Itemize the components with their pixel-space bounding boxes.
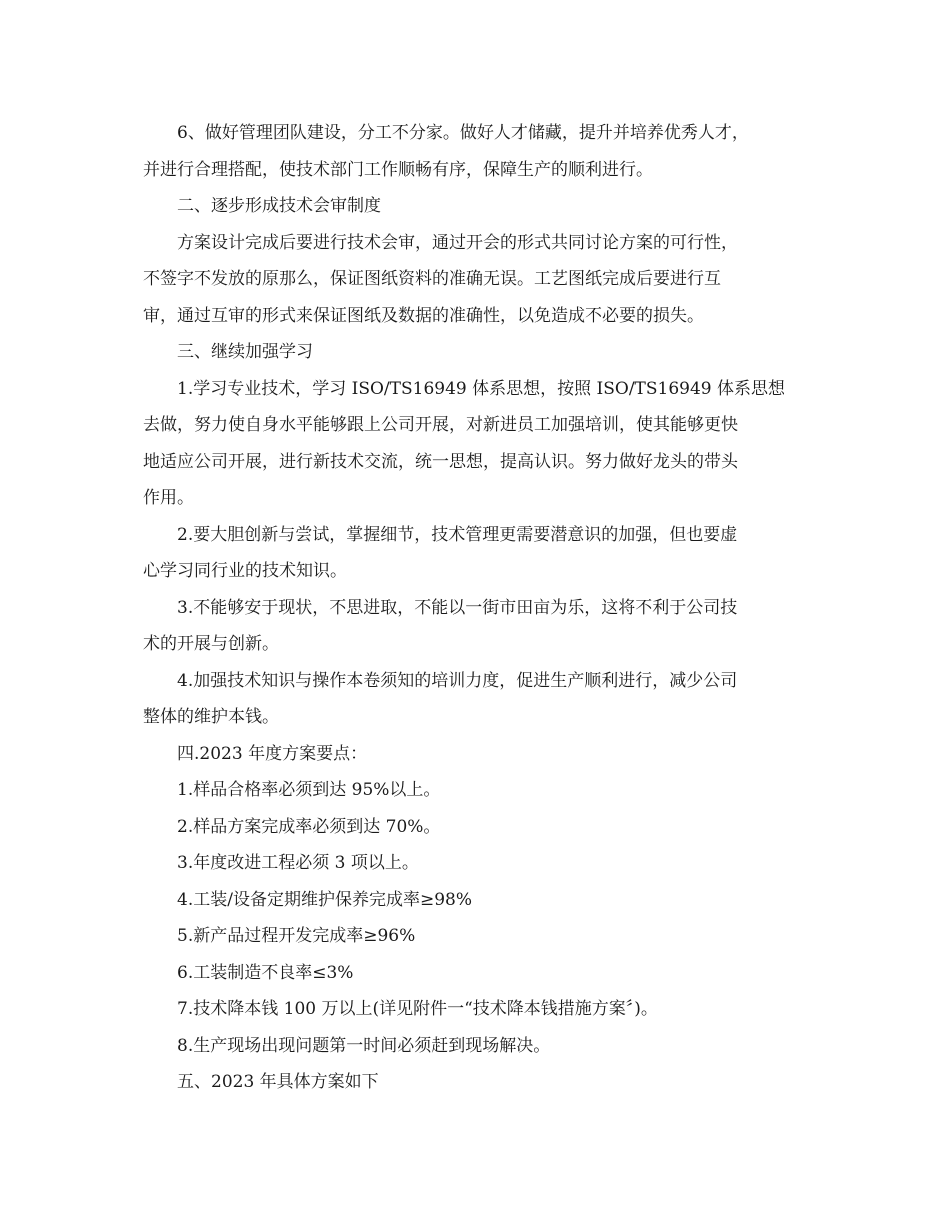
text-line: 二、逐步形成技术会审制度 xyxy=(177,196,381,216)
text-line: 7.技术降本钱 100 万以上(详见附件一“技术降本钱措施方案〞)。 xyxy=(177,999,658,1019)
list-item xyxy=(143,882,805,919)
text-line: 6、做好管理团队建设，分工不分家。做好人才储藏，提升并培养优秀人才， xyxy=(177,123,749,143)
text-line: 地适应公司开展，进行新技术交流，统一思想，提高认识。努力做好龙头的带头 xyxy=(143,451,738,472)
list-item xyxy=(143,918,805,955)
text-line: 作用。 xyxy=(143,488,194,508)
text-line: 3.年度改进工程必须 3 项以上。 xyxy=(177,853,419,873)
text-line: 2.样品方案完成率必须到达 70%。 xyxy=(177,816,441,837)
list-item xyxy=(143,772,805,809)
text-line: 8.生产现场出现问题第一时间必须赶到现场解决。 xyxy=(177,1035,551,1056)
paragraph xyxy=(143,115,805,188)
paragraph xyxy=(143,590,805,663)
paragraph xyxy=(143,371,805,517)
text-line: 4.加强技术知识与操作本卷须知的培训力度，促进生产顺利进行，减少公司 xyxy=(177,670,738,691)
paragraph xyxy=(143,663,805,736)
text-line: 不签字不发放的原那么，保证图纸资料的准确无误。工艺图纸完成后要进行互 xyxy=(143,269,721,289)
list-item xyxy=(143,955,805,992)
text-line: 2.要大胆创新与尝试，掌握细节，技术管理更需要潜意识的加强，但也要虚 xyxy=(177,524,738,545)
text-line: 6.工装制造不良率≤3% xyxy=(177,962,354,983)
document-body xyxy=(143,115,805,1101)
paragraph xyxy=(143,517,805,590)
list-item xyxy=(143,1028,805,1065)
text-line: 方案设计完成后要进行技术会审，通过开会的形式共同讨论方案的可行性， xyxy=(177,232,738,253)
text-line: 4.工装/设备定期维护保养完成率≥98% xyxy=(177,889,472,910)
text-line: 3.不能够安于现状，不思进取，不能以一街市田亩为乐，这将不利于公司技 xyxy=(177,597,738,618)
text-line: 1.学习专业技术，学习 ISO/TS16949 体系思想，按照 ISO/TS16949 体系思想 xyxy=(177,378,786,399)
list-item xyxy=(143,845,805,882)
list-item xyxy=(143,809,805,846)
section-heading xyxy=(143,188,805,225)
text-line: 并进行合理搭配，使技术部门工作顺畅有序，保障生产的顺利进行。 xyxy=(143,159,653,180)
text-line: 三、继续加强学习 xyxy=(177,342,313,362)
text-line: 审，通过互审的形式来保证图纸及数据的准确性，以免造成不必要的损失。 xyxy=(143,305,704,326)
section-heading xyxy=(143,736,805,773)
paragraph xyxy=(143,225,805,335)
text-line: 四.2023 年度方案要点： xyxy=(177,743,368,764)
text-line: 术的开展与创新。 xyxy=(143,634,279,654)
section-heading xyxy=(143,334,805,371)
text-line: 五、2023 年具体方案如下 xyxy=(177,1072,379,1092)
text-line: 5.新产品过程开发完成率≥96% xyxy=(177,926,416,946)
list-item xyxy=(143,991,805,1028)
text-line: 整体的维护本钱。 xyxy=(143,707,279,727)
section-heading xyxy=(143,1064,805,1101)
text-line: 心学习同行业的技术知识。 xyxy=(143,561,347,581)
text-line: 1.样品合格率必须到达 95%以上。 xyxy=(177,780,441,800)
text-line: 去做，努力使自身水平能够跟上公司开展，对新进员工加强培训，使其能够更快 xyxy=(143,415,738,435)
